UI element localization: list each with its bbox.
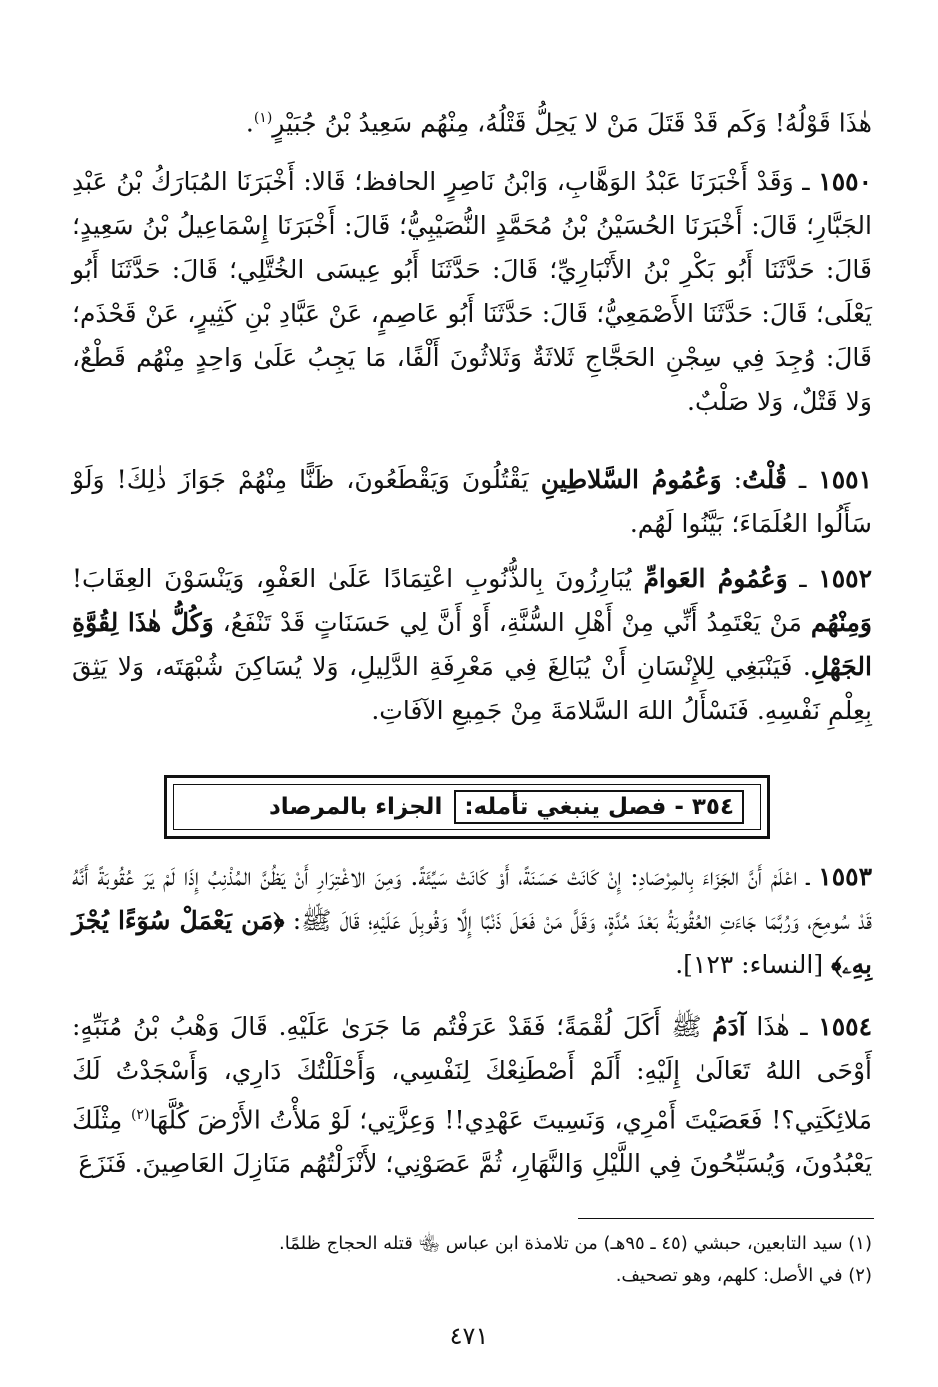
paragraph-1-end: . xyxy=(245,108,254,138)
section-heading-box xyxy=(164,775,770,839)
paragraph-text: ـ xyxy=(787,564,819,593)
paragraph-1-text: هٰذَا قَوْلُهُ! وَكَم قَدْ قَتَلَ مَنْ لا يَحِلُّ قَتْلُهُ، مِنْهُم سَعِيدُ بْنُ جُبَيْرٍ xyxy=(272,108,872,138)
paragraph-number: ١٥٥٠ xyxy=(818,167,872,196)
bold-phrase: آدَمُ xyxy=(712,1012,746,1041)
paragraph-1551 xyxy=(72,458,872,554)
footnote-ref-2[interactable]: (٢) xyxy=(130,1107,150,1123)
bold-phrase: وَعُمُومُ السَّلاطِينِ xyxy=(540,465,722,494)
footnote-1: (١) سيد التابعين، حبشي (٤٥ ـ ٩٥هـ) من تلامذة ابن عباس ﵄ قتله الحجاج ظلمًا. xyxy=(279,1233,872,1254)
paragraph-text: ﷺ أَكَلَ لُقْمَةً؛ فَقَدْ عَرَفْتُم مَا جَرَىٰ عَلَيْهِ. قَالَ وَهْبُ بْنُ مُنَبِّهٍ: أَوْحَى اللهُ تَعَالَىٰ إِلَيْهِ: أَلَمْ أَصْطَنِعْكَ لِنَفْسِي، وَأَحْلَلْتُكَ دَارِي، وَأَسْجَدْتُ لَكَ مَلائِكَتِي؟! فَعَصَيْتَ أَمْرِي، وَنَسِيتَ عَهْدِي!! وَعِزَّتِي؛ لَوْ مَلأْتُ الأَرْضَ كُلَّهَا xyxy=(72,1012,872,1135)
section-label: ٣٥٤ - فصل ينبغي تأمله: xyxy=(454,790,744,824)
paragraph-1553 xyxy=(72,855,872,995)
paragraph-text: ـ هٰذَا xyxy=(745,1012,819,1041)
paragraph-1550 xyxy=(72,160,872,432)
paragraph-1552 xyxy=(72,557,872,741)
paragraph-1 xyxy=(72,96,872,153)
paragraph-1554 xyxy=(72,1005,872,1194)
bold-phrase: وَكُلُّ هٰذَا لِقُوَّةِ الجَهْلِ xyxy=(72,608,872,681)
paragraph-text: يُبَارِزُونَ بِالذُّنُوبِ اعْتِمَادًا عَلَىٰ العَفْوِ، وَيَنْسَوْنَ العِقَابَ! xyxy=(72,564,644,593)
paragraph-text: ـ اعْلَمْ أَنَّ الجَزَاءَ بِالمِرْصَادِ: إِنْ كَانَتْ حَسَنَةً، أَوْ كَانَتْ سَيِّئَةً. وَمِنَ الاغْتِرَارِ أَنْ يَظُنَّ المُذْنِبُ إِذَا لَمْ يَرَ عُقُوبَةً أَنَّهُ قَدْ سُومِحَ، وَرُبَّمَا جَاءَتِ العُقُوبَةُ بَعْدَ مُدَّةٍ، وَقَلَّ مَنْ فَعَلَ ذَنْبًا إِلَّا وَقُوبِلَ عَلَيْهِ؛ قَالَ ﷺ: xyxy=(72,862,872,935)
footnotes xyxy=(72,1228,872,1292)
quran-verse: ﴿مَن يَعْمَلْ سُوٓءًا يُجْزَ بِهِۦ﴾ xyxy=(72,906,872,979)
section-heading xyxy=(173,784,761,830)
paragraph-text: مِثْلَكَ يَعْبُدُونَ، وَيُسَبِّحُونَ فِي اللَّيْلِ وَالنَّهَارِ، ثُمَّ عَصَوْنِي؛ لأَنْزَلْتُهُم مَنَازِلَ العَاصِينَ. فَنَزَعَ xyxy=(72,1105,872,1179)
bold-phrase: وَعُمُومُ العَوامِّ xyxy=(643,564,788,593)
verse-reference: [النساء: ١٢٣]. xyxy=(675,950,832,979)
footnote-ref-1[interactable]: (١) xyxy=(253,110,273,126)
paragraph-text: ـ وَقَدْ أَخْبَرَنَا عَبْدُ الوَهَّابِ، وَابْنُ نَاصِرٍ الحافظ؛ قَالا: أَخْبَرَنَا المُبَارَكُ بْنُ عَبْدِ الجَبَّارِ؛ قَالَ: أَخْبَرَنَا الحُسَيْنُ بْنُ مُحَمَّدٍ النُّصَيْبِيُّ؛ قَالَ: أَخْبَرَنَا إِسْمَاعِيلُ بْنُ سَعِيدٍ؛ قَالَ: حَدَّثَنَا أَبُو بَكْرِ بْنُ الأَنْبَارِيِّ؛ قَالَ: حَدَّثَنَا أَبُو عِيسَى الخُتَّلِي؛ قَالَ: حَدَّثَنَا أَبُو يَعْلَى؛ قَالَ: حَدَّثَنَا الأَصْمَعِيُّ؛ قَالَ: حَدَّثَنَا أَبُو عَاصِمٍ، عَنْ عَبَّادِ بْنِ كَثِيرٍ، عَنْ قَحْذَم؛ قَالَ: وُجِدَ فِي سِجْنِ الحَجَّاجِ ثَلاثَةٌ وَثَلاثُونَ أَلْفًا، مَا يَجِبُ عَلَىٰ وَاحِدٍ مِنْهُم قَطْعٌ، وَلا قَتْلٌ، وَلا صَلْبٌ. xyxy=(72,167,872,416)
paragraph-number: ١٥٥١ xyxy=(818,465,873,494)
paragraph-number: ١٥٥٢ xyxy=(818,564,872,593)
section-title: الجزاء بالمرصاد xyxy=(268,794,443,820)
footnote-2: (٢) في الأصل: كلهم، وهو تصحيف. xyxy=(615,1265,872,1286)
page-number: ٤٧١ xyxy=(449,1322,489,1350)
paragraph-text: ـ xyxy=(786,465,819,494)
footnote-divider xyxy=(578,1218,874,1219)
paragraph-number: ١٥٥٣ xyxy=(818,862,872,891)
paragraph-text: : xyxy=(721,465,743,494)
paragraph-text: مَنْ يَعْتَمِدُ أَنِّي مِنْ أَهْلِ السُّنَّةِ، أَوْ أَنَّ لِي حَسَنَاتٍ قَدْ تَنْفَعُ، xyxy=(213,608,811,637)
bold-phrase: وَمِنْهُم xyxy=(810,608,872,637)
bold-phrase: قُلْتُ xyxy=(742,465,787,494)
paragraph-number: ١٥٥٤ xyxy=(818,1012,873,1041)
paragraph-text: . فَيَنْبَغِي لِلإِنْسَانِ أَنْ يُبَالِغَ فِي مَعْرِفَةِ الدَّلِيلِ، وَلا يُسَاكِنَ شُبْهَتَه، وَلا يَثِقَ بِعِلْمِ نَفْسِهِ. فَنَسْأَلُ اللهَ السَّلامَةَ مِنْ جَمِيعِ الآفَاتِ. xyxy=(72,652,872,725)
paragraph-text: يَقْتُلُونَ وَيَقْطَعُونَ، ظَنًّا مِنْهُمْ جَوَازَ ذٰلِكَ! وَلَوْ سَأَلُوا العُلَمَاءَ؛ بَيَّنُوا لَهُم. xyxy=(72,465,872,538)
